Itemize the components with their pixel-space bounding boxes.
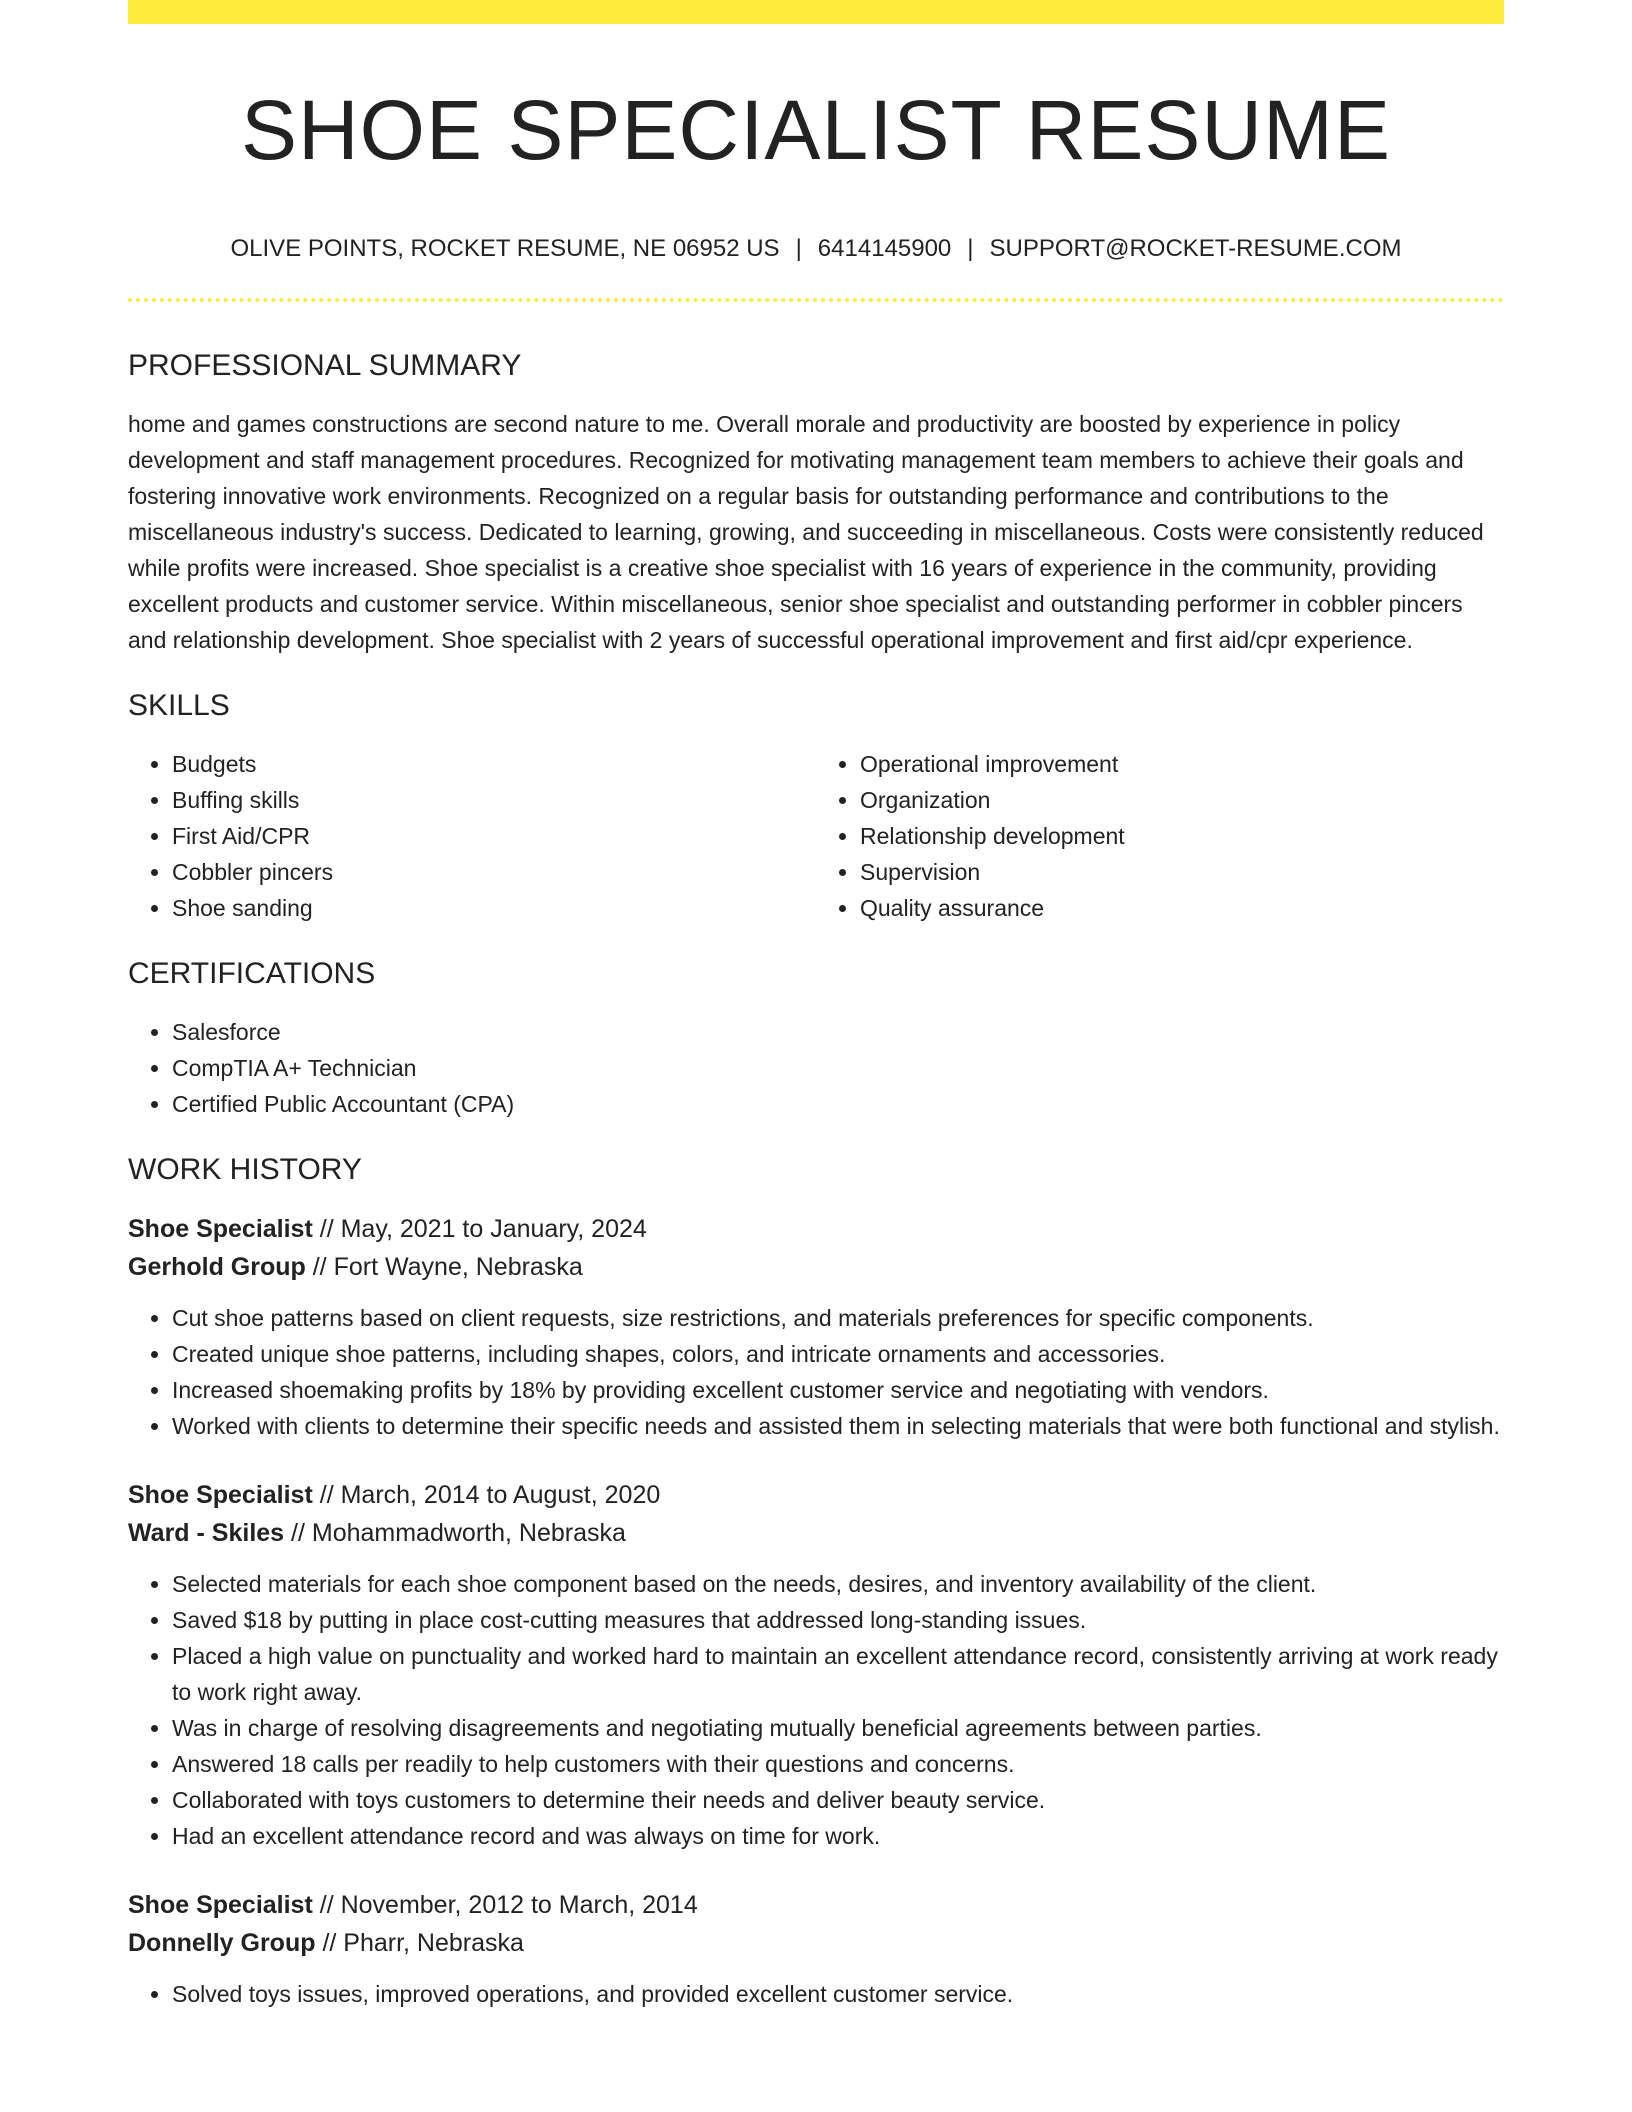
company-line [128, 1924, 1504, 1962]
skill-item: • Budgets [172, 746, 816, 782]
skills-list-right [816, 746, 1504, 926]
certification-item: • Certified Public Accountant (CPA) [172, 1086, 1504, 1122]
job-bullet: • Had an excellent attendance record and was always on time for work. [172, 1818, 1504, 1854]
company-location: // Fort Wayne, Nebraska [312, 1253, 583, 1281]
job-bullet: • Was in charge of resolving disagreements and negotiating mutually beneficial agreements between parties. [172, 1710, 1504, 1746]
job-bullet: • Answered 18 calls per readily to help customers with their questions and concerns. [172, 1746, 1504, 1782]
skill-item: • Cobbler pincers [172, 854, 816, 890]
job-title-line [128, 1886, 1504, 1924]
job-bullets [128, 1976, 1504, 2012]
job-bullets [128, 1566, 1504, 1854]
company-location: // Pharr, Nebraska [322, 1929, 524, 1957]
contact-line [128, 234, 1504, 264]
certifications-list [128, 1014, 1504, 1122]
job-bullet: • Worked with clients to determine their specific needs and assisted them in selecting materials that were both functional and stylish. [172, 1408, 1504, 1444]
skills-columns [128, 746, 1504, 926]
job-dates: // November, 2012 to March, 2014 [319, 1891, 698, 1919]
skill-item: • Quality assurance [860, 890, 1504, 926]
job-bullet: • Selected materials for each shoe component based on the needs, desires, and inventory availability of the client. [172, 1566, 1504, 1602]
job-dates: // May, 2021 to January, 2024 [319, 1215, 647, 1243]
job-bullet: • Created unique shoe patterns, including shapes, colors, and intricate ornaments and accessories. [172, 1336, 1504, 1372]
skill-item: • Supervision [860, 854, 1504, 890]
certifications-heading: CERTIFICATIONS [128, 957, 376, 990]
contact-separator: | [795, 235, 802, 262]
company-line [128, 1248, 1504, 1286]
job-bullet: • Cut shoe patterns based on client requests, size restrictions, and materials preferences for specific components. [172, 1300, 1504, 1336]
contact-address: OLIVE POINTS, ROCKET RESUME, NE 06952 US [230, 235, 780, 262]
certification-item: • Salesforce [172, 1014, 1504, 1050]
job-entry [128, 1886, 1504, 2012]
company-name: Gerhold Group [128, 1253, 306, 1281]
accent-top-bar [128, 0, 1504, 24]
skill-item: • Buffing skills [172, 782, 816, 818]
company-location: // Mohammadworth, Nebraska [291, 1519, 626, 1547]
job-entry [128, 1476, 1504, 1854]
resume-page [128, 0, 1504, 2012]
company-name: Ward - Skiles [128, 1519, 285, 1547]
job-bullet: • Placed a high value on punctuality and worked hard to maintain an excellent attendance record, consistently arriving at work ready to work right away. [172, 1638, 1504, 1710]
contact-separator: | [967, 235, 974, 262]
job-bullet: • Saved $18 by putting in place cost-cutting measures that addressed long-standing issues. [172, 1602, 1504, 1638]
skills-heading: SKILLS [128, 689, 230, 722]
job-title: Shoe Specialist [128, 1891, 313, 1919]
skills-list-left [128, 746, 816, 926]
skill-item: • Relationship development [860, 818, 1504, 854]
job-bullet: • Increased shoemaking profits by 18% by providing excellent customer service and negotiating with vendors. [172, 1372, 1504, 1408]
job-title-line [128, 1210, 1504, 1248]
work-history-heading: WORK HISTORY [128, 1153, 362, 1186]
job-entry [128, 1210, 1504, 1444]
job-dates: // March, 2014 to August, 2020 [319, 1481, 661, 1509]
skill-item: • Operational improvement [860, 746, 1504, 782]
contact-phone: 6414145900 [817, 235, 952, 262]
dotted-divider [128, 298, 1504, 302]
job-bullet: • Collaborated with toys customers to determine their needs and deliver beauty service. [172, 1782, 1504, 1818]
skill-item: • First Aid/CPR [172, 818, 816, 854]
resume-title: SHOE SPECIALIST RESUME [240, 83, 1392, 177]
certification-item: • CompTIA A+ Technician [172, 1050, 1504, 1086]
company-line [128, 1514, 1504, 1552]
contact-email: SUPPORT@ROCKET-RESUME.COM [989, 235, 1402, 262]
summary-heading: PROFESSIONAL SUMMARY [128, 349, 522, 382]
skill-item: • Shoe sanding [172, 890, 816, 926]
skill-item: • Organization [860, 782, 1504, 818]
summary-text: home and games constructions are second nature to me. Overall morale and productivity are boosted by experience in policy development and staff management procedures. Recognized for motivating management team members to achieve their goals and fostering innovative work environments. Recognized on a regular basis for outstanding performance and contributions to the miscellaneous industry's success. Dedicated to learning, growing, and succeeding in miscellaneous. Costs were consistently reduced while profits were increased. Shoe specialist is a creative shoe specialist with 16 years of experience in the community, providing excellent products and customer service. Within miscellaneous, senior shoe specialist and outstanding performer in cobbler pincers and relationship development. Shoe specialist with 2 years of successful operational improvement and first aid/cpr experience. [128, 411, 1484, 653]
job-title-line [128, 1476, 1504, 1514]
job-title: Shoe Specialist [128, 1215, 313, 1243]
job-bullet: • Solved toys issues, improved operations, and provided excellent customer service. [172, 1976, 1504, 2012]
job-bullets [128, 1300, 1504, 1444]
job-title: Shoe Specialist [128, 1481, 313, 1509]
company-name: Donnelly Group [128, 1929, 316, 1957]
